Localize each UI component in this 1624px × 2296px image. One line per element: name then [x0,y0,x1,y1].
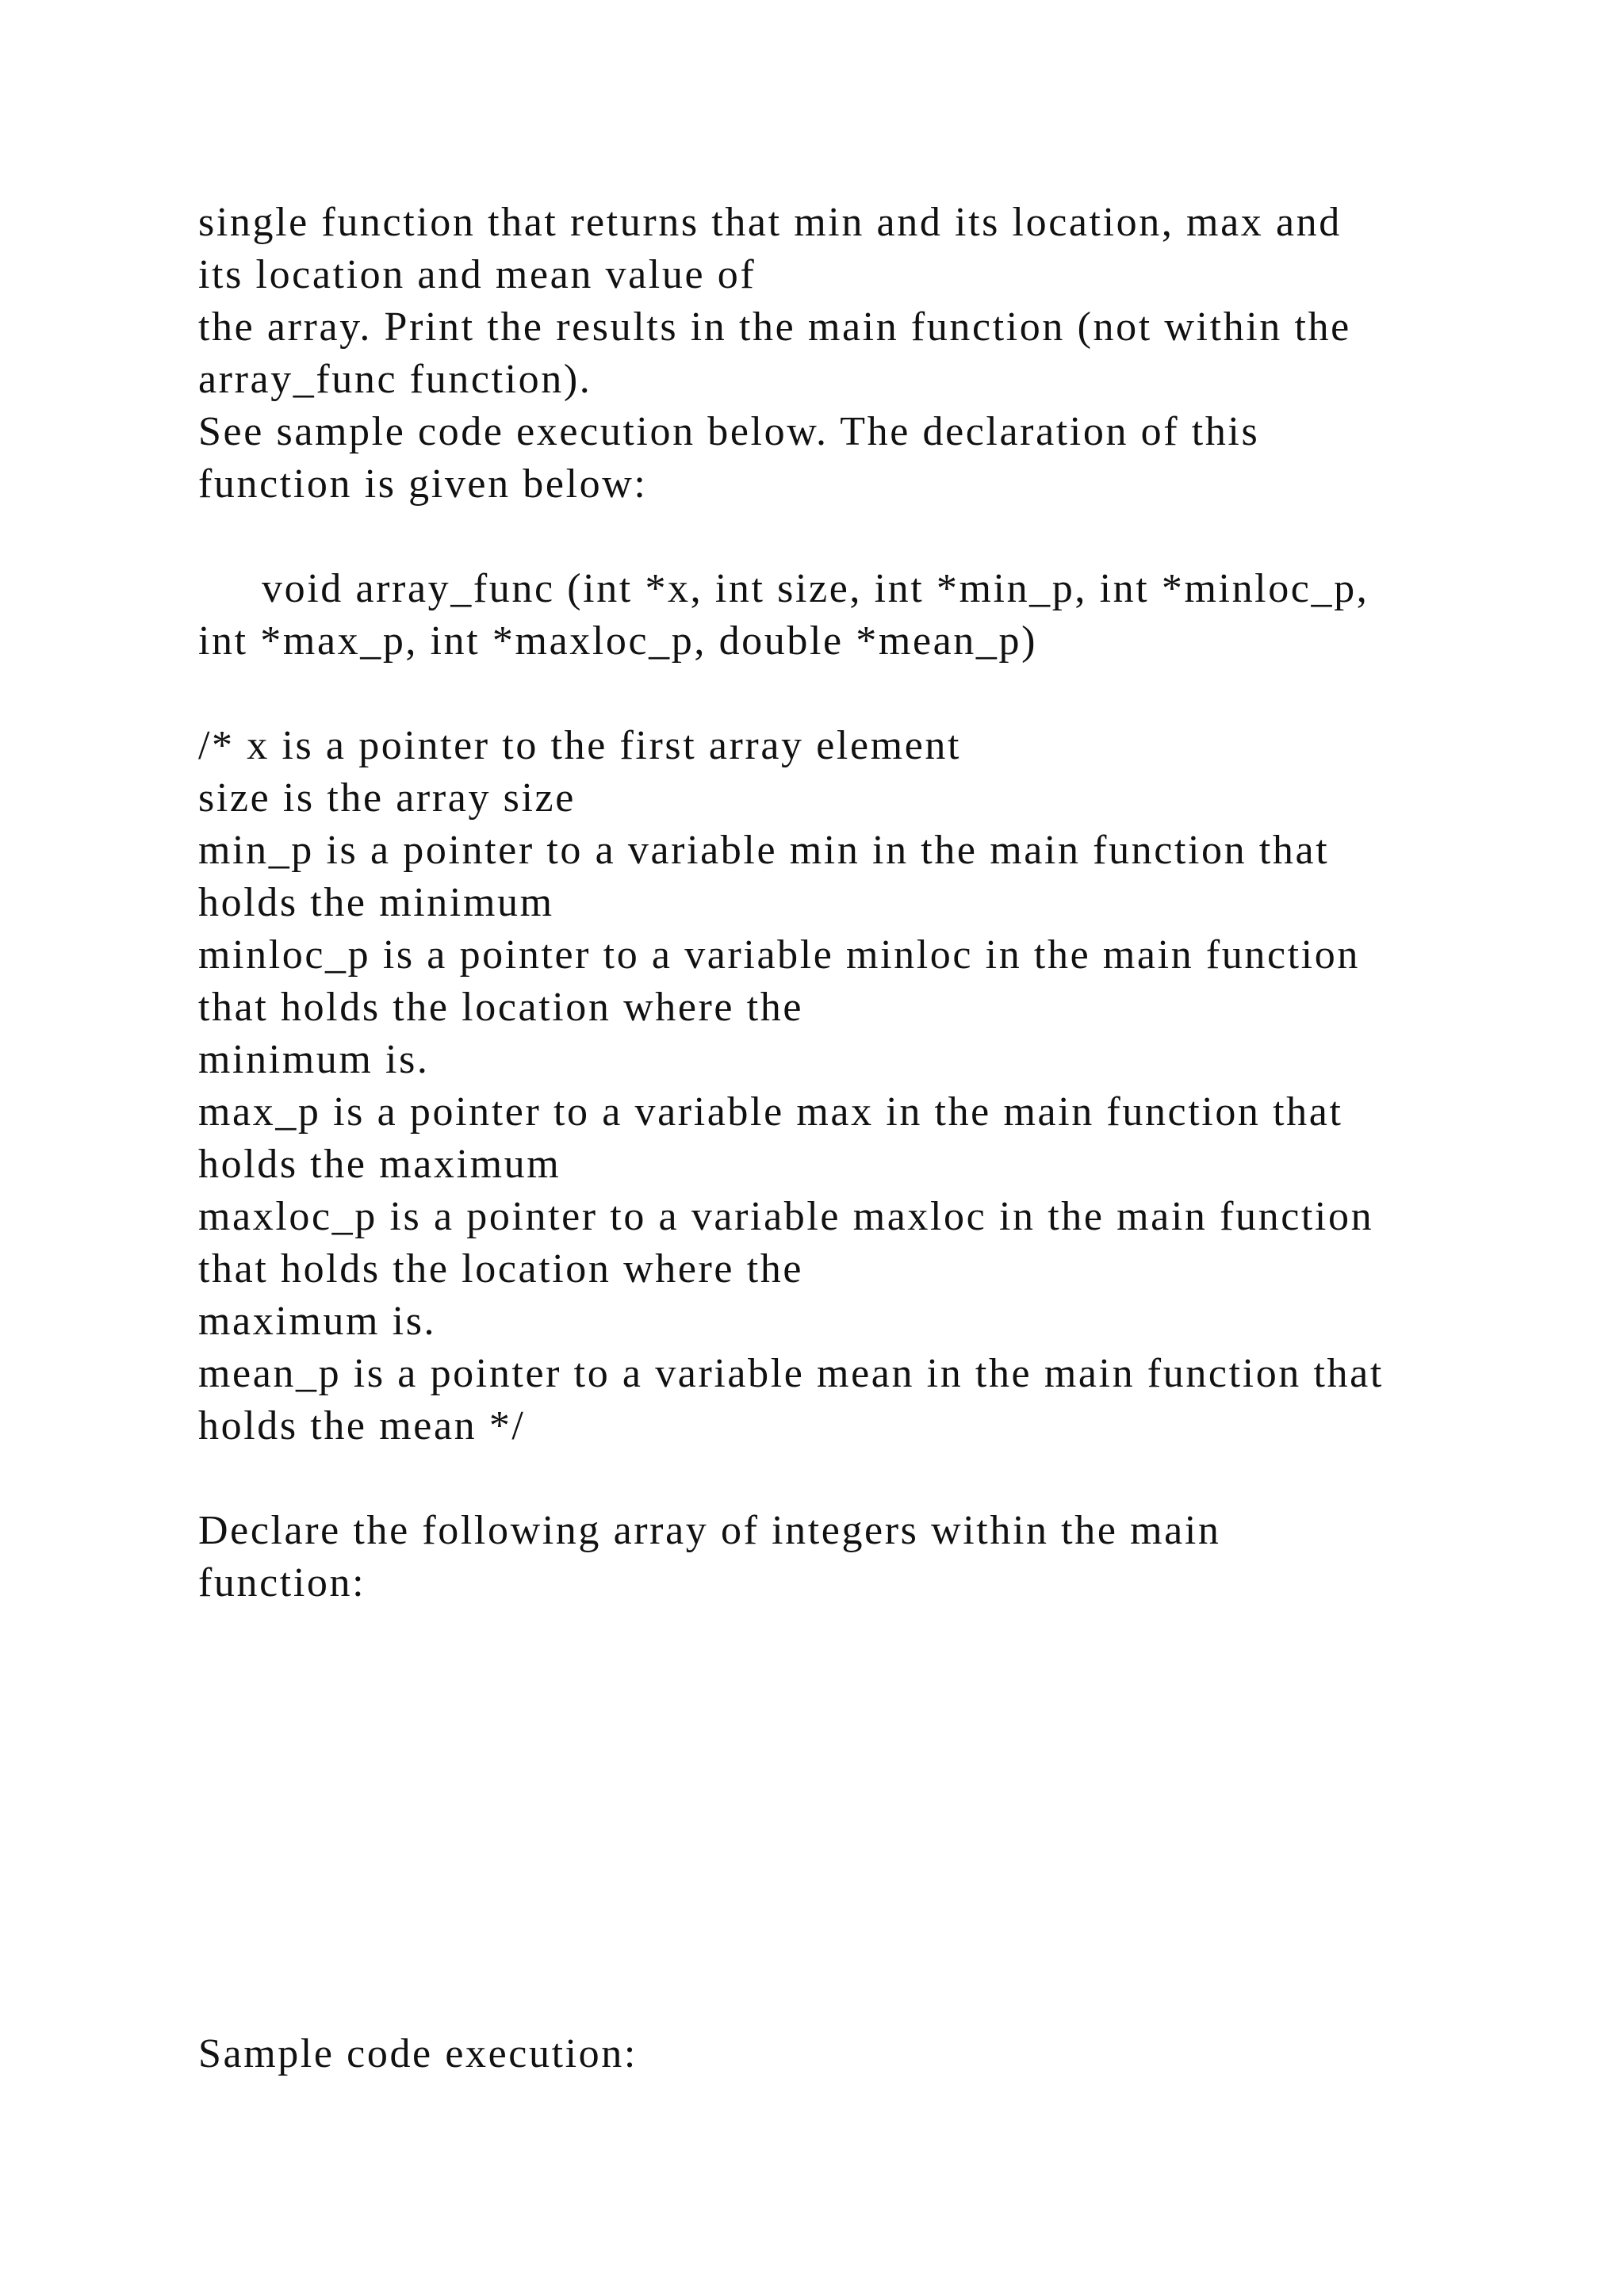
blank-line [198,1452,1467,1505]
comment-line: that holds the location where the [198,985,804,1030]
comment-line: size is the array size [198,775,576,821]
comment-line: that holds the location where the [198,1246,804,1292]
comment-line: holds the mean */ [198,1403,526,1448]
text-line: its location and mean value of [198,252,756,297]
document-body [198,197,1467,2080]
blank-line [198,1923,1467,1976]
text-line: Declare the following array of integers within the main [198,1508,1221,1553]
blank-line [198,1819,1467,1871]
function-declaration-line: int *max_p, int *maxloc_p, double *mean_p) [198,618,1038,664]
sample-execution-heading: Sample code execution: [198,2031,638,2076]
comment-line: max_p is a pointer to a variable max in the main function that [198,1089,1343,1135]
comment-line: maximum is. [198,1299,437,1344]
text-line: See sample code execution below. The declaration of this [198,409,1260,454]
blank-line [198,1662,1467,1714]
comment-line: minloc_p is a pointer to a variable minloc in the main function [198,932,1360,978]
text-line: single function that returns that min and its location, max and [198,200,1342,245]
blank-line [198,1766,1467,1819]
comment-line: holds the maximum [198,1142,561,1187]
text-line: function is given below: [198,461,648,507]
text-line: function: [198,1560,366,1605]
comment-line: /* x is a pointer to the first array element [198,723,962,768]
blank-line [198,668,1467,720]
blank-line [198,1609,1467,1662]
blank-line [198,1976,1467,2028]
comment-line: holds the minimum [198,880,554,925]
text-line: the array. Print the results in the main function (not within the [198,304,1351,350]
blank-line [198,511,1467,563]
blank-line [198,1714,1467,1766]
comment-line: minimum is. [198,1037,430,1082]
comment-line: min_p is a pointer to a variable min in the main function that [198,828,1330,873]
comment-line: maxloc_p is a pointer to a variable maxloc in the main function [198,1194,1374,1239]
comment-line: mean_p is a pointer to a variable mean in the main function that [198,1351,1384,1396]
text-line: array_func function). [198,357,592,402]
function-declaration-line: void array_func (int *x, int size, int *min_p, int *minloc_p, [262,566,1369,611]
blank-line [198,1871,1467,1923]
